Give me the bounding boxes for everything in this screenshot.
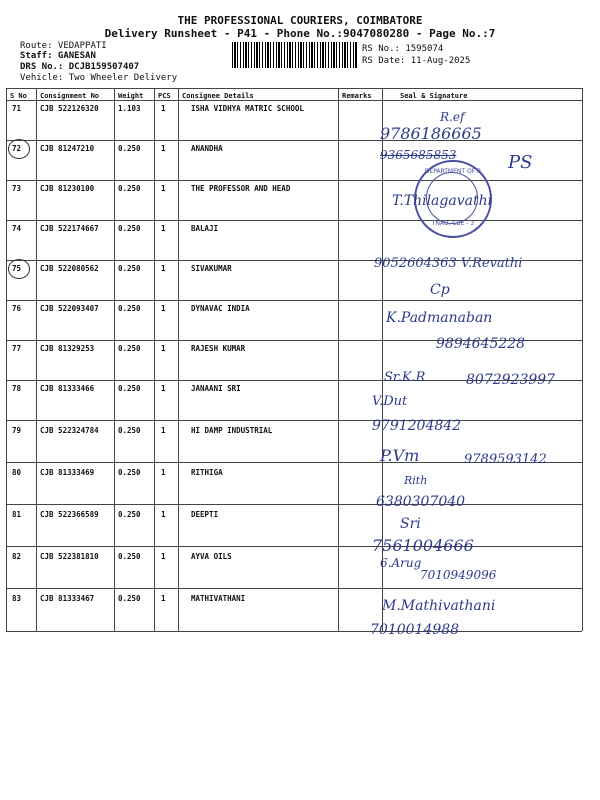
col-remarks: Remarks — [342, 92, 372, 100]
row-consignment: CJB 81247210 — [40, 144, 95, 153]
col-consignment: Consignment No — [40, 92, 100, 100]
row-sno: 79 — [12, 426, 22, 435]
row-pcs: 1 — [161, 468, 166, 477]
col-consignee: Consignee Details — [182, 92, 254, 100]
route-label: Route: VEDAPPATI — [20, 41, 107, 51]
row-sno: 72 — [12, 144, 22, 153]
handwriting: 9365685853 — [380, 148, 457, 162]
row-weight: 0.250 — [118, 224, 141, 233]
row-pcs: 1 — [161, 304, 166, 313]
row-weight: 0.250 — [118, 144, 141, 153]
department-stamp: DEPARTMENT OF R TNAU, CBE - 3 — [414, 160, 492, 238]
handwriting: T.Thilagavathi — [392, 193, 493, 209]
row-pcs: 1 — [161, 594, 166, 603]
row-consignee: THE PROFESSOR AND HEAD — [191, 184, 291, 193]
row-pcs: 1 — [161, 426, 166, 435]
handwriting: 6.Arug — [380, 556, 422, 570]
row-sno: 81 — [12, 510, 22, 519]
row-consignee: BALAJI — [191, 224, 219, 233]
row-weight: 0.250 — [118, 304, 141, 313]
row-consignee: DEEPTI — [191, 510, 219, 519]
row-consignee: DYNAVAC INDIA — [191, 304, 250, 313]
row-weight: 0.250 — [118, 264, 141, 273]
handwriting: M.Mathivathani — [382, 598, 496, 614]
col-sno: S No — [10, 92, 27, 100]
row-consignment: CJB 522080562 — [40, 264, 99, 273]
runsheet-table — [6, 88, 582, 631]
drs-label: DRS No.: DCJB159507407 — [20, 62, 140, 72]
handwriting: R.ef — [440, 110, 465, 124]
row-consignee: ISHA VIDHYA MATRIC SCHOOL — [191, 104, 304, 113]
row-sno: 74 — [12, 224, 22, 233]
row-consignment: CJB 81230100 — [40, 184, 95, 193]
circle-mark — [8, 139, 30, 159]
row-weight: 0.250 — [118, 384, 141, 393]
row-pcs: 1 — [161, 344, 166, 353]
row-consignee: SIVAKUMAR — [191, 264, 232, 273]
row-consignment: CJB 522093407 — [40, 304, 99, 313]
handwriting: K.Padmanaban — [386, 310, 493, 326]
row-consignee: ANANDHA — [191, 144, 223, 153]
row-sno: 76 — [12, 304, 22, 313]
handwriting: Sr.K.R — [384, 370, 426, 385]
row-weight: 0.250 — [118, 594, 141, 603]
row-pcs: 1 — [161, 224, 166, 233]
handwriting: 7010014988 — [370, 622, 460, 638]
row-consignee: JANAANI SRI — [191, 384, 241, 393]
handwriting: 9789593142 — [464, 452, 547, 467]
handwriting: 7010949096 — [420, 568, 497, 582]
circle-mark — [8, 259, 30, 279]
handwriting: Rith — [404, 474, 428, 487]
row-sno: 82 — [12, 552, 22, 561]
col-signature: Seal & Signature — [400, 92, 468, 100]
row-consignment: CJB 81329253 — [40, 344, 95, 353]
handwriting: 9894645228 — [436, 336, 526, 352]
row-consignee: HI DAMP INDUSTRIAL — [191, 426, 273, 435]
row-consignment: CJB 522366589 — [40, 510, 99, 519]
row-consignment: CJB 522324784 — [40, 426, 99, 435]
row-pcs: 1 — [161, 184, 166, 193]
handwriting: 9786186665 — [380, 124, 482, 143]
handwriting: PS — [508, 152, 533, 173]
row-weight: 0.250 — [118, 468, 141, 477]
row-weight: 1.103 — [118, 104, 141, 113]
handwriting: 7561004666 — [372, 536, 474, 555]
row-weight: 0.250 — [118, 510, 141, 519]
handwriting: 6380307040 — [376, 494, 466, 510]
barcode — [232, 42, 358, 68]
row-weight: 0.250 — [118, 426, 141, 435]
row-consignment: CJB 81333466 — [40, 384, 95, 393]
row-consignee: MATHIVATHANI — [191, 594, 246, 603]
row-pcs: 1 — [161, 552, 166, 561]
vehicle-label: Vehicle: Two Wheeler Delivery — [20, 73, 178, 83]
runsheet-title: Delivery Runsheet - P41 - Phone No.:9047080280 - Page No.:7 — [104, 27, 496, 40]
col-pcs: PCS — [158, 92, 171, 100]
row-weight: 0.250 — [118, 552, 141, 561]
row-sno: 73 — [12, 184, 22, 193]
row-weight: 0.250 — [118, 184, 141, 193]
handwriting: 8072923997 — [466, 372, 556, 388]
rs-date: RS Date: 11-Aug-2025 — [362, 56, 471, 66]
row-pcs: 1 — [161, 104, 166, 113]
handwriting: 9791204842 — [372, 418, 462, 434]
row-pcs: 1 — [161, 264, 166, 273]
handwriting: P.Vm — [380, 446, 420, 465]
row-sno: 71 — [12, 104, 22, 113]
handwriting: Sri — [400, 516, 421, 532]
row-consignee: RITHIGA — [191, 468, 223, 477]
rs-number: RS No.: 1595074 — [362, 44, 444, 54]
col-weight: Weight — [118, 92, 144, 100]
row-pcs: 1 — [161, 510, 166, 519]
row-consignee: RAJESH KUMAR — [191, 344, 246, 353]
row-sno: 78 — [12, 384, 22, 393]
row-sno: 77 — [12, 344, 22, 353]
handwriting: 9052604363 V.Revathi — [374, 256, 523, 271]
row-consignment: CJB 522381810 — [40, 552, 99, 561]
row-sno: 83 — [12, 594, 22, 603]
row-pcs: 1 — [161, 384, 166, 393]
row-consignment: CJB 81333467 — [40, 594, 95, 603]
handwriting: V.Dut — [372, 394, 408, 409]
row-pcs: 1 — [161, 144, 166, 153]
row-weight: 0.250 — [118, 344, 141, 353]
row-consignment: CJB 522126320 — [40, 104, 99, 113]
row-sno: 80 — [12, 468, 22, 477]
company-title: THE PROFESSIONAL COURIERS, COIMBATORE — [177, 14, 423, 27]
row-consignment: CJB 81333469 — [40, 468, 95, 477]
row-consignee: AYVA OILS — [191, 552, 232, 561]
handwriting: Cp — [430, 282, 450, 298]
row-consignment: CJB 522174667 — [40, 224, 99, 233]
row-sno: 75 — [12, 264, 22, 273]
staff-label: Staff: GANESAN — [20, 51, 96, 61]
